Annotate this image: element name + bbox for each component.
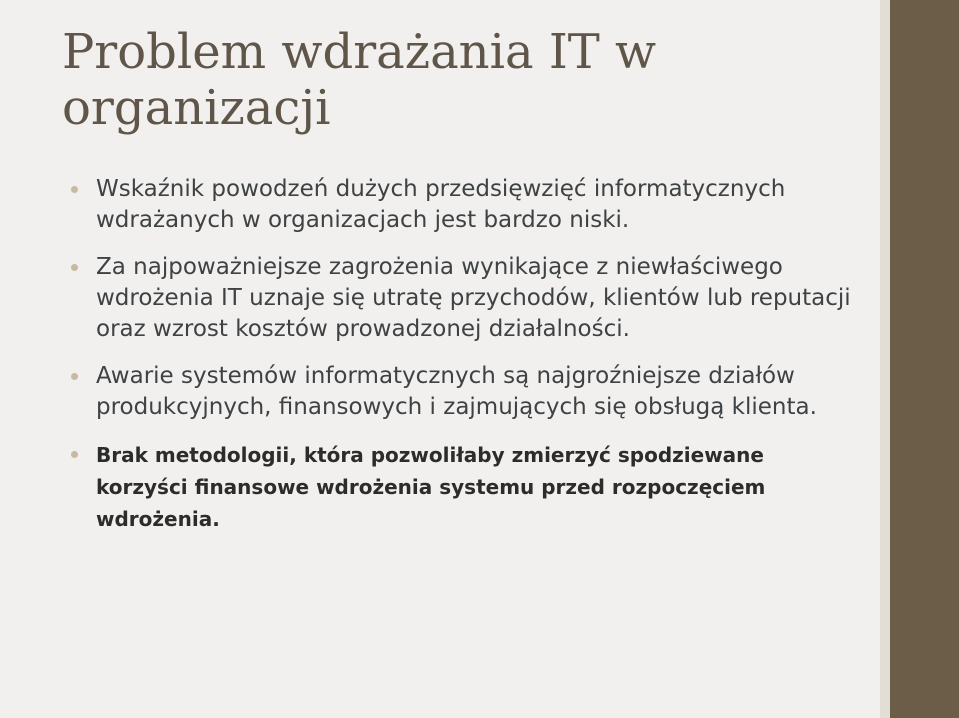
bullet-item: Za najpoważniejsze zagrożenia wynikające z niewłaściwego wdrożenia IT uznaje się utratę przychodów, klientów lub reputacji oraz wzrost kosztów prowadzonej działalności. [62, 252, 862, 345]
slide-title: Problem wdrażania IT w organizacji [62, 24, 657, 136]
bullet-item: Awarie systemów informatycznych są najgroźniejsze działów produkcyjnych, finansowych i zajmujących się obsługą klienta. [62, 361, 862, 423]
side-bar [890, 0, 959, 718]
bullet-list [62, 174, 862, 551]
side-bar-highlight [880, 0, 890, 718]
bullet-item: Wskaźnik powodzeń dużych przedsięwzięć informatycznych wdrażanych w organizacjach jest bardzo niski. [62, 174, 862, 236]
bullet-item-bold: Brak metodologii, która pozwoliłaby zmierzyć spodziewane korzyści finansowe wdrożenia systemu przed rozpoczęciem wdrożenia. [62, 439, 862, 535]
